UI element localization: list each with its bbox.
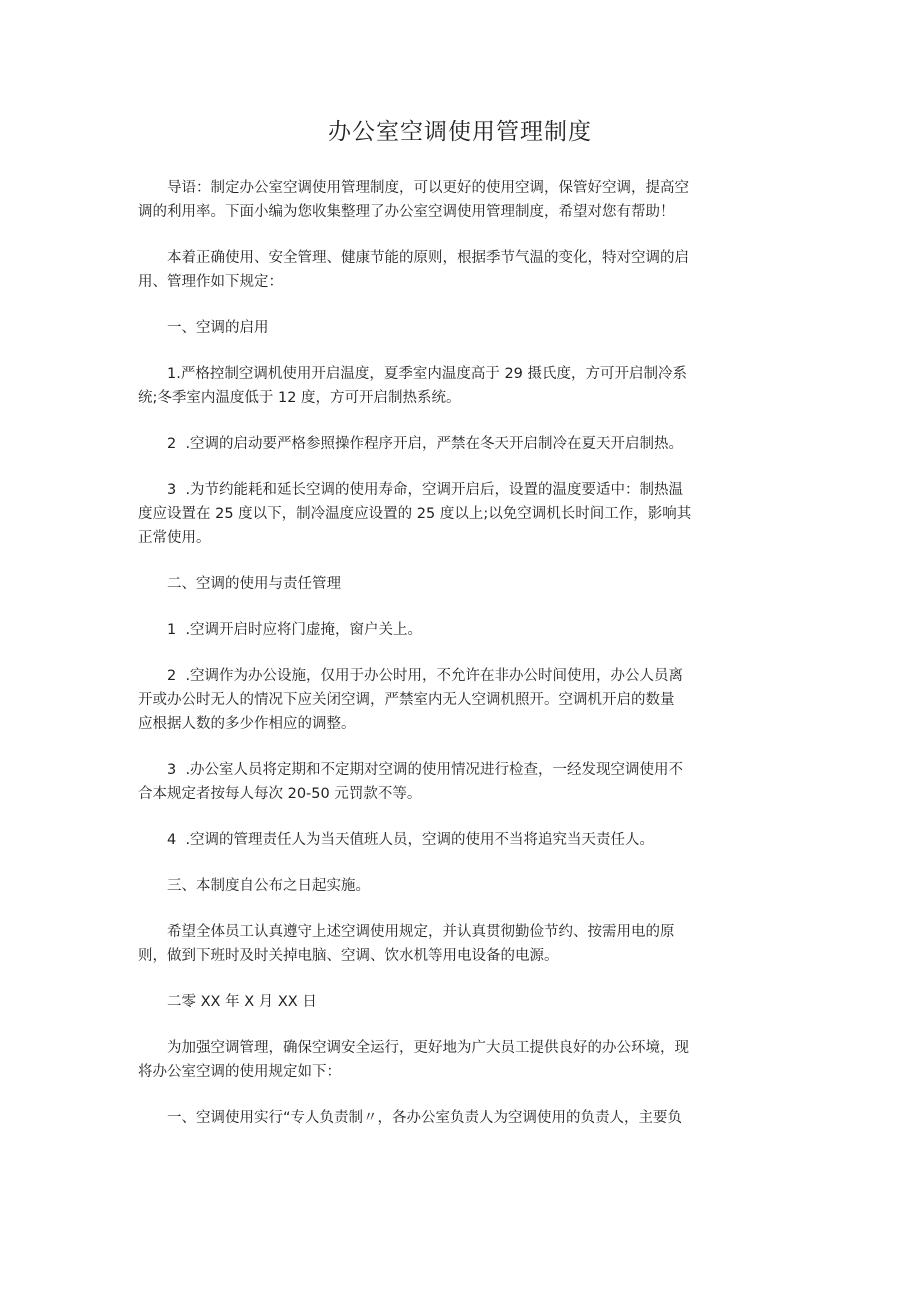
document-title: 办公室空调使用管理制度 [328,119,592,145]
text-line: 用、管理作如下规定： [138,274,283,290]
document-body [138,176,788,1152]
text-line: 一、空调使用实行“专人负责制〃，各办公室负责人为空调使用的负责人，主要负 [167,1110,683,1126]
text-line: 三、本制度自公布之日起实施。 [167,878,370,894]
paragraph-principle [138,246,788,294]
text-line: 二、空调的使用与责任管理 [167,576,341,592]
text-line: 1 .空调开启时应将门虚掩，窗户关上。 [167,622,423,638]
text-line: 3 .办公室人员将定期和不定期对空调的使用情况进行检查，一经发现空调使用不 [167,762,684,778]
text-line: 2 .空调作为办公设施，仅用于办公时用，不允许在非办公时间使用，办公人员离 [167,668,684,684]
list-item [138,362,788,410]
text-line: 应根据人数的多少作相应的调整。 [138,716,356,732]
text-line: 将办公室空调的使用规定如下： [138,1064,341,1080]
text-line: 度应设置在 25 度以下，制冷温度应设置的 25 度以上;以免空调机长时间工作，影响其 [138,506,692,522]
text-line: 3 .为节约能耗和延长空调的使用寿命，空调开启后，设置的温度要适中：制热温 [167,482,684,498]
text-line: 希望全体员工认真遵守上述空调使用规定，并认真贯彻勤俭节约、按需用电的原 [167,924,675,940]
list-item [138,432,788,456]
text-line: 调的利用率。下面小编为您收集整理了办公室空调使用管理制度，希望对您有帮助！ [138,204,675,220]
text-line: 为加强空调管理，确保空调安全运行，更好地为广大员工提供良好的办公环境，现 [167,1040,689,1056]
section-heading [138,572,788,596]
text-line: 开或办公时无人的情况下应关闭空调，严禁室内无人空调机照开。空调机开启的数量 [138,692,675,708]
section-heading [138,316,788,340]
paragraph-intro [138,176,788,224]
text-line: 本着正确使用、安全管理、健康节能的原则，根据季节气温的变化，特对空调的启 [167,250,689,266]
text-line: 一、空调的启用 [167,320,269,336]
text-line: 正常使用。 [138,530,211,546]
text-line: 则，做到下班时及时关掉电脑、空调、饮水机等用电设备的电源。 [138,948,559,964]
text-line: 2 .空调的启动要严格参照操作程序开启，严禁在冬天开启制冷在夏天开启制热。 [167,436,684,452]
list-item [138,618,788,642]
list-item [138,1106,788,1130]
section-heading [138,874,788,898]
text-line: 二零 XX 年 X 月 XX 日 [167,994,317,1010]
text-line: 合本规定者按每人每次 20-50 元罚款不等。 [138,786,422,802]
list-item [138,828,788,852]
list-item [138,478,788,550]
text-line: 统;冬季室内温度低于 12 度，方可开启制热系统。 [138,390,461,406]
text-line: 4 .空调的管理责任人为当天值班人员，空调的使用不当将追究当天责任人。 [167,832,655,848]
list-item [138,758,788,806]
text-line: 导语：制定办公室空调使用管理制度，可以更好的使用空调，保管好空调，提高空 [167,180,689,196]
paragraph-closing [138,920,788,968]
list-item [138,664,788,736]
document-date [138,990,788,1014]
text-line: 1.严格控制空调机使用开启温度，夏季室内温度高于 29 摄氏度，方可开启制冷系 [167,366,688,382]
paragraph-second-intro [138,1036,788,1084]
